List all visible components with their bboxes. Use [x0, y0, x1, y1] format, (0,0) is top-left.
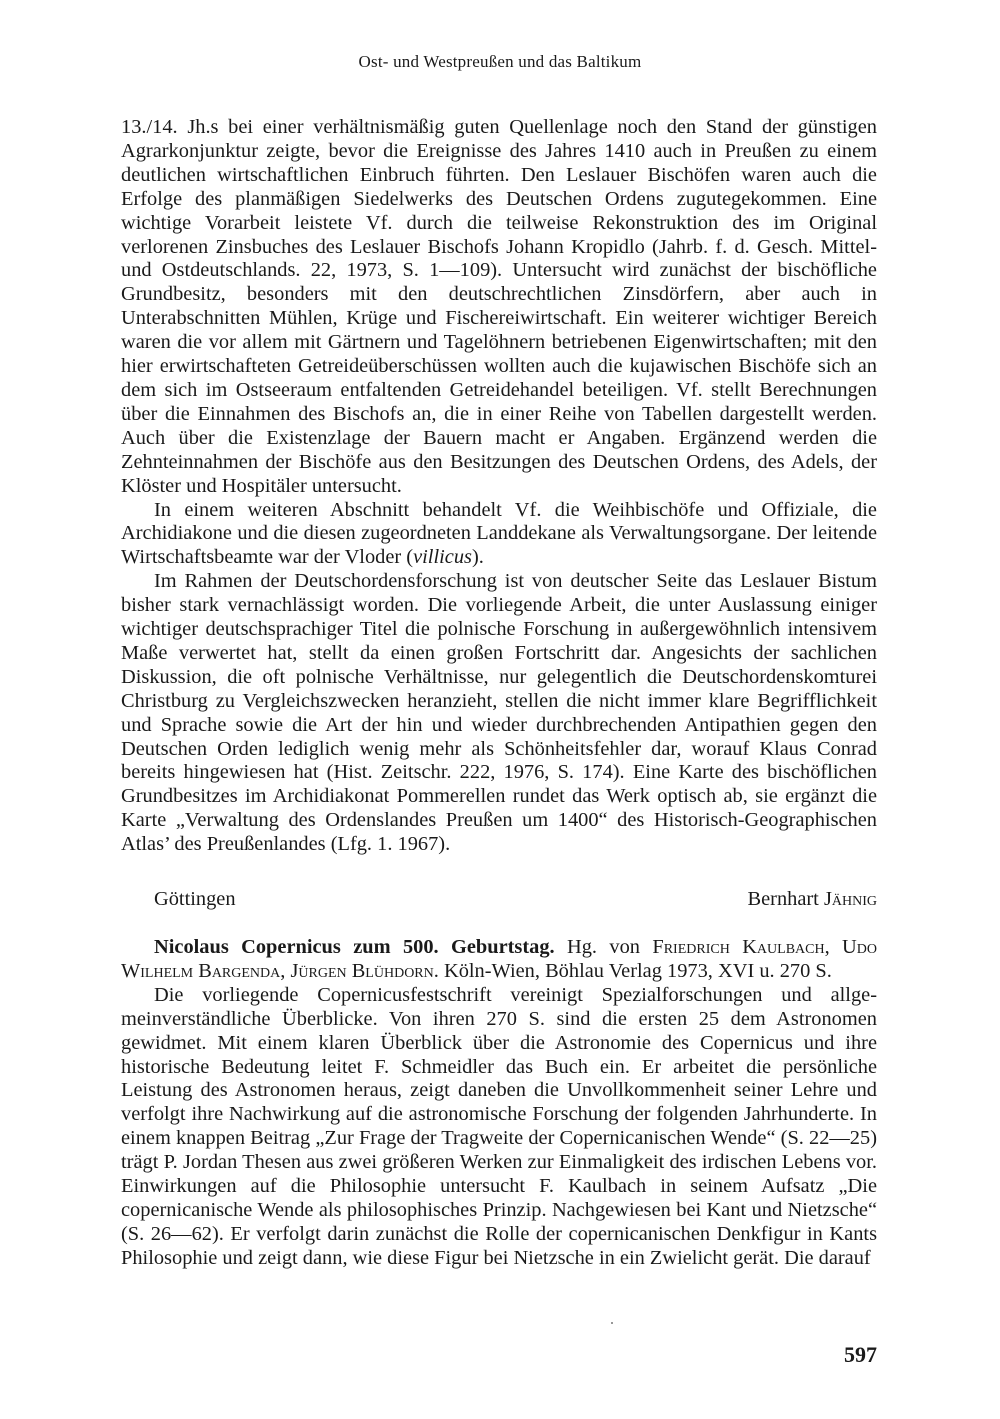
- latin-term: villicus: [413, 546, 472, 569]
- reviewer-last-name: Jähnig: [823, 888, 877, 910]
- book-editors: Friedrich Kaulbach, Udo Wilhelm Bargenda, Jürgen Blühdorn.: [121, 936, 877, 982]
- review-1: [121, 116, 877, 857]
- review-2-body: Die vorliegende Copernicusfestschrift vereinigt Spezialforschungen und allgemeinverständliche Überblicke. Von ihren 270 S. sind die ersten 25 dem Astronomen gewidmet. Mit einem klaren Überblick über die Astronomie des Copernicus und ihre historische Bedeutung leitet F. Schmeidler das Buch ein. Er arbeitet die persönliche Leistung des Astronomen heraus, zeigt daneben die Unvollkommenheit seiner Lehre und verfolgt ihre Nachwirkung auf die astronomische Forschung der folgenden Jahrhunderte. In einem knappen Beitrag „Zur Frage der Tragweite der Copernicanischen Wende“ (S. 22—25) trägt P. Jordan Thesen aus zwei größeren Werken zur Einmaligkeit des irdischen Lebens vor. Einwirkungen auf die Philosophie untersucht F. Kaulbach in seinem Aufsatz „Die copernicanische Wende als philosophisches Prinzip. Nachgewiesen bei Kant und Nietzsche“ (S. 26—62). Er verfolgt darin zunächst die Rolle der copernicanischen Denkfigur in Kants Philosophie und zeigt dann, wie diese Figur bei Nietzsche in ein Zwielicht gerät. Die darauf: [121, 983, 877, 1269]
- review-1-paragraph-3: Im Rahmen der Deutschordensforschung ist von deutscher Seite das Leslauer Bistum bisher stark vernachlässigt worden. Die vorliegende Arbeit, die unter Auslassung einiger wichtiger deutschsprachiger Titel die polnische Forschung in außergewöhnlich intensivem Maße verwertet hat, stellt da einen großen Fortschritt dar. Angesichts der sachlichen Diskussion, die oft polnische Verhältnisse, nur gelegentlich die Deutschordenskomturei Christburg zu Vergleichszwecken heranzieht, stellen die nicht immer klare Begrifflichkeit und Sprache sowie die Art der hin und wieder durchbrechenden Antipathien gegen den Deutschen Orden lediglich wenig mehr als Schönheitsfehler dar, worauf Klaus Conrad bereits hingewiesen hat (Hist. Zeitschr. 222, 1976, S. 174). Eine Karte des bischöflichen Grundbesitzes im Archidiakonat Pommerellen rundet das Werk optisch ab, sie ergänzt die Karte „Verwaltung des Ordenslandes Preußen um 1400“ des Historisch-Geographischen Atlas’ des Preußenlandes (Lfg. 1. 1967).: [121, 570, 877, 856]
- review-1-paragraph-2: [121, 499, 877, 571]
- review-2: [121, 936, 877, 1271]
- review-1-paragraph-1: 13./14. Jh.s bei einer verhältnismäßig guten Quellenlage noch den Stand der günstigen Agrarkonjunktur zeigte, bevor die Ereignisse des Jahres 1410 auch in Preußen zu einem deutlichen wirtschaftlichen Einbruch führten. Den Leslauer Bischöfen waren auch die Erfolge des planmäßigen Siedelwerks des Deutschen Ordens zugutegekommen. Eine wichtige Vorarbeit leistete Vf. durch die teilweise Rekonstruktion des im Original verlorenen Zinsbuches des Leslauer Bischofs Johann Kropidlo (Jahrb. f. d. Gesch. Mittel- und Ostdeutschlands. 22, 1973, S. 1—109). Untersucht wird zunächst der bischöfliche Grundbesitz, besonders mit den deutschrechtlichen Zinsdörfern, aber auch in Unterabschnitten Mühlen, Krüge und Fischereiwirtschaft. Ein weiterer wichtiger Bereich waren die vor allem mit Gärtnern und Tagelöhnern betriebenen Eigenwirtschaften; mit den hier erwirtschafteten Getreideüberschüssen wollten auch die kujawischen Bischöfe sich an dem sich im Ostseeraum entfaltenden Getreidehandel beteiligen. Vf. stellt Berechnungen über die Einnahmen des Bischofs an, die in einer Reihe von Tabellen dargestellt werden. Auch über die Existenzlage der Bauern macht er Angaben. Ergänzend werden die Zehnteinnahmen der Bischöfe aus den Besitzungen des Deutschen Ordens, des Adels, der Klöster und Hospitäler untersucht.: [121, 116, 877, 497]
- review-1-signature: [154, 887, 877, 911]
- review-1-paragraph-2-text: In einem weiteren Abschnitt behandelt Vf. die Weihbischöfe und Offiziale, die Archidiakone und die diesen zugeordneten Landdekane als Verwaltungsorgane. Der leitende Wirtschaftsbeamte war der Vloder (: [121, 498, 877, 569]
- running-head: Ost- und Westpreußen und das Baltikum: [358, 52, 642, 71]
- book-title: Nicolaus Copernicus zum 500. Geburtstag.: [154, 936, 555, 958]
- review-1-paragraph-2-end: ).: [472, 546, 484, 569]
- reviewer-name: [748, 887, 878, 911]
- book-citation: [121, 936, 877, 984]
- reviewer-place: Göttingen: [154, 888, 236, 910]
- page-number: 597: [844, 1342, 877, 1367]
- reviewer-first-name: Bernhart: [747, 888, 819, 910]
- editor-prefix: Hg. von: [567, 936, 640, 958]
- book-publication: Köln-Wien, Böhlau Verlag 1973, XVI u. 270 S.: [443, 959, 832, 982]
- book-entry-header: [121, 936, 877, 984]
- scan-speck: [611, 1322, 613, 1324]
